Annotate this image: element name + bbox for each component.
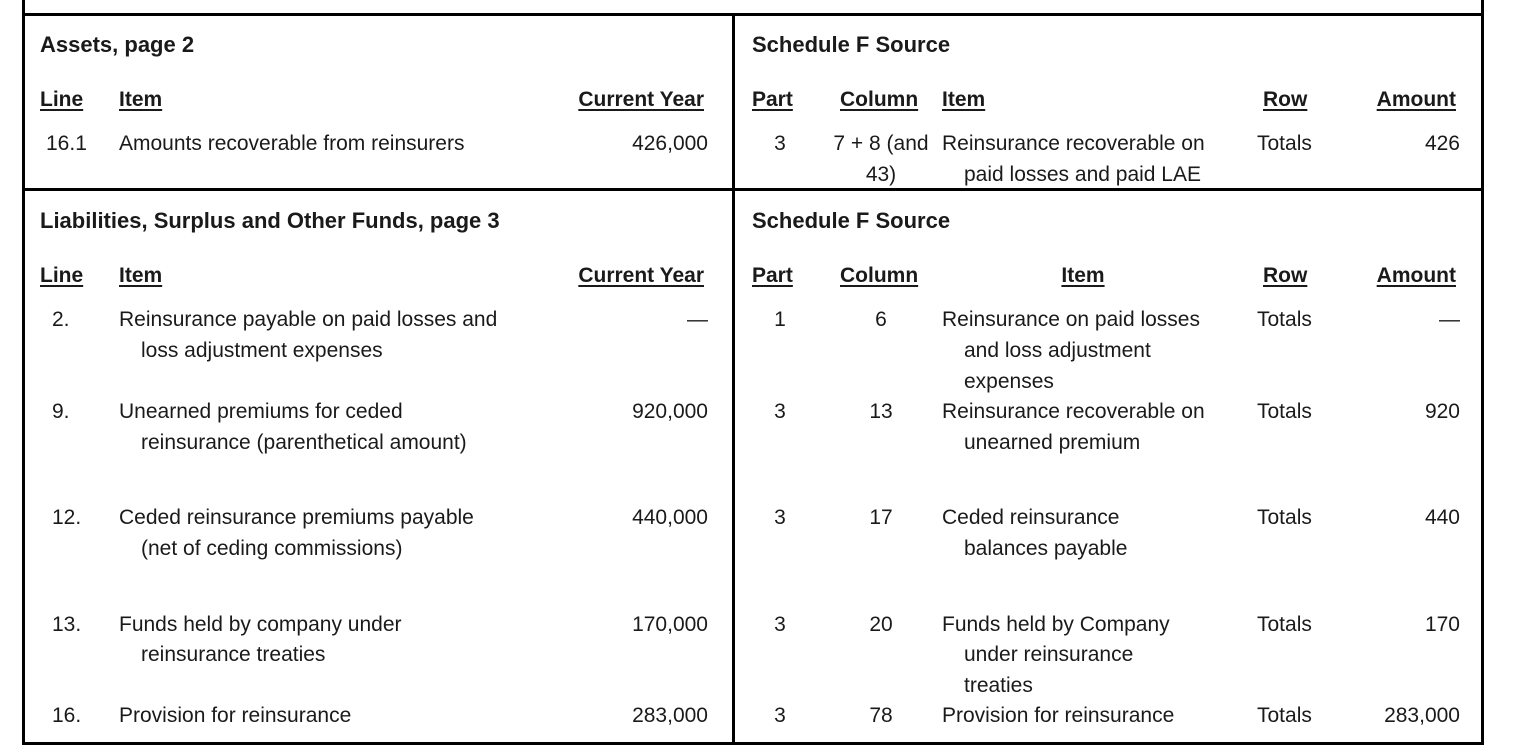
liabilities-header-item: Item	[119, 264, 163, 287]
source-item-text: Funds held by Company	[942, 613, 1170, 636]
amount-value: 426	[1424, 132, 1460, 155]
part-value: 3	[774, 704, 786, 727]
item-text: Funds held by company under	[119, 613, 402, 636]
source-item-text: Reinsurance recoverable on	[942, 132, 1205, 155]
liabilities-section-title: Liabilities, Surplus and Other Funds, page 3	[40, 208, 500, 233]
amount-value: 440	[1424, 506, 1460, 529]
section-divider	[22, 188, 1484, 191]
row-value: Totals	[1257, 132, 1312, 155]
source-header-part: Part	[752, 264, 793, 287]
source-item-text-cont: unearned premium	[964, 431, 1141, 454]
source-header-part: Part	[752, 88, 793, 111]
item-text-cont: loss adjustment expenses	[141, 339, 383, 362]
current-year-value: 283,000	[632, 704, 708, 727]
source-header-column: Column	[840, 264, 919, 287]
assets-header-current-year: Current Year	[578, 88, 704, 111]
source-header-item: Item	[942, 88, 986, 111]
column-value: 13	[869, 400, 893, 423]
liabilities-header-current-year: Current Year	[578, 264, 704, 287]
source-item-text-cont: paid losses and paid LAE	[964, 163, 1201, 186]
part-value: 3	[774, 506, 786, 529]
column-value-cont: 43)	[865, 163, 897, 186]
item-text: Unearned premiums for ceded	[119, 400, 403, 423]
current-year-value: —	[687, 308, 708, 331]
item-text: Provision for reinsurance	[119, 704, 352, 727]
line-number: 12.	[52, 506, 82, 529]
assets-section-title: Assets, page 2	[40, 32, 195, 57]
source-item-text-cont: expenses	[964, 370, 1054, 393]
assets-source-title: Schedule F Source	[752, 32, 951, 57]
top-border	[22, 13, 1484, 16]
source-header-row: Row	[1263, 88, 1308, 111]
source-item-text-cont: under reinsurance	[964, 643, 1134, 666]
part-value: 1	[774, 308, 786, 331]
row-value: Totals	[1257, 400, 1312, 423]
line-number: 9.	[52, 400, 70, 423]
row-value: Totals	[1257, 613, 1312, 636]
source-header-item: Item	[1061, 264, 1105, 287]
item-text-cont: reinsurance treaties	[141, 643, 326, 666]
current-year-value: 440,000	[632, 506, 708, 529]
amount-value: 170	[1424, 613, 1460, 636]
row-value: Totals	[1257, 506, 1312, 529]
source-item-text-cont: and loss adjustment	[964, 339, 1151, 362]
current-year-value: 170,000	[632, 613, 708, 636]
item-text: Amounts recoverable from reinsurers	[119, 132, 465, 155]
source-item-text-cont: balances payable	[964, 537, 1128, 560]
column-value: 20	[869, 613, 893, 636]
row-value: Totals	[1257, 308, 1312, 331]
line-number: 16.1	[46, 132, 87, 155]
column-value: 7 + 8 (and	[833, 132, 929, 155]
item-text: Ceded reinsurance premiums payable	[119, 506, 474, 529]
liabilities-header-line: Line	[40, 264, 84, 287]
source-item-text: Reinsurance on paid losses	[942, 308, 1200, 331]
column-value: 78	[869, 704, 893, 727]
current-year-value: 920,000	[632, 400, 708, 423]
amount-value: 920	[1424, 400, 1460, 423]
source-header-amount: Amount	[1376, 264, 1456, 287]
column-value: 6	[875, 308, 887, 331]
source-item-text: Ceded reinsurance	[942, 506, 1120, 529]
line-number: 2.	[52, 308, 70, 331]
column-divider	[732, 13, 735, 745]
source-item-text: Provision for reinsurance	[942, 704, 1175, 727]
current-year-value: 426,000	[632, 132, 708, 155]
source-header-column: Column	[840, 88, 919, 111]
item-text-cont: (net of ceding commissions)	[141, 537, 403, 560]
liabilities-source-title: Schedule F Source	[752, 208, 951, 233]
part-value: 3	[774, 132, 786, 155]
amount-value: —	[1439, 308, 1460, 331]
row-value: Totals	[1257, 704, 1312, 727]
line-number: 13.	[52, 613, 82, 636]
item-text-cont: reinsurance (parenthetical amount)	[141, 431, 467, 454]
assets-header-item: Item	[119, 88, 163, 111]
source-item-text-cont: treaties	[964, 674, 1033, 697]
source-header-row: Row	[1263, 264, 1308, 287]
assets-header-line: Line	[40, 88, 84, 111]
line-number: 16.	[52, 704, 82, 727]
part-value: 3	[774, 400, 786, 423]
source-header-amount: Amount	[1376, 88, 1456, 111]
part-value: 3	[774, 613, 786, 636]
amount-value: 283,000	[1384, 704, 1460, 727]
item-text: Reinsurance payable on paid losses and	[119, 308, 498, 331]
column-value: 17	[869, 506, 893, 529]
source-item-text: Reinsurance recoverable on	[942, 400, 1205, 423]
